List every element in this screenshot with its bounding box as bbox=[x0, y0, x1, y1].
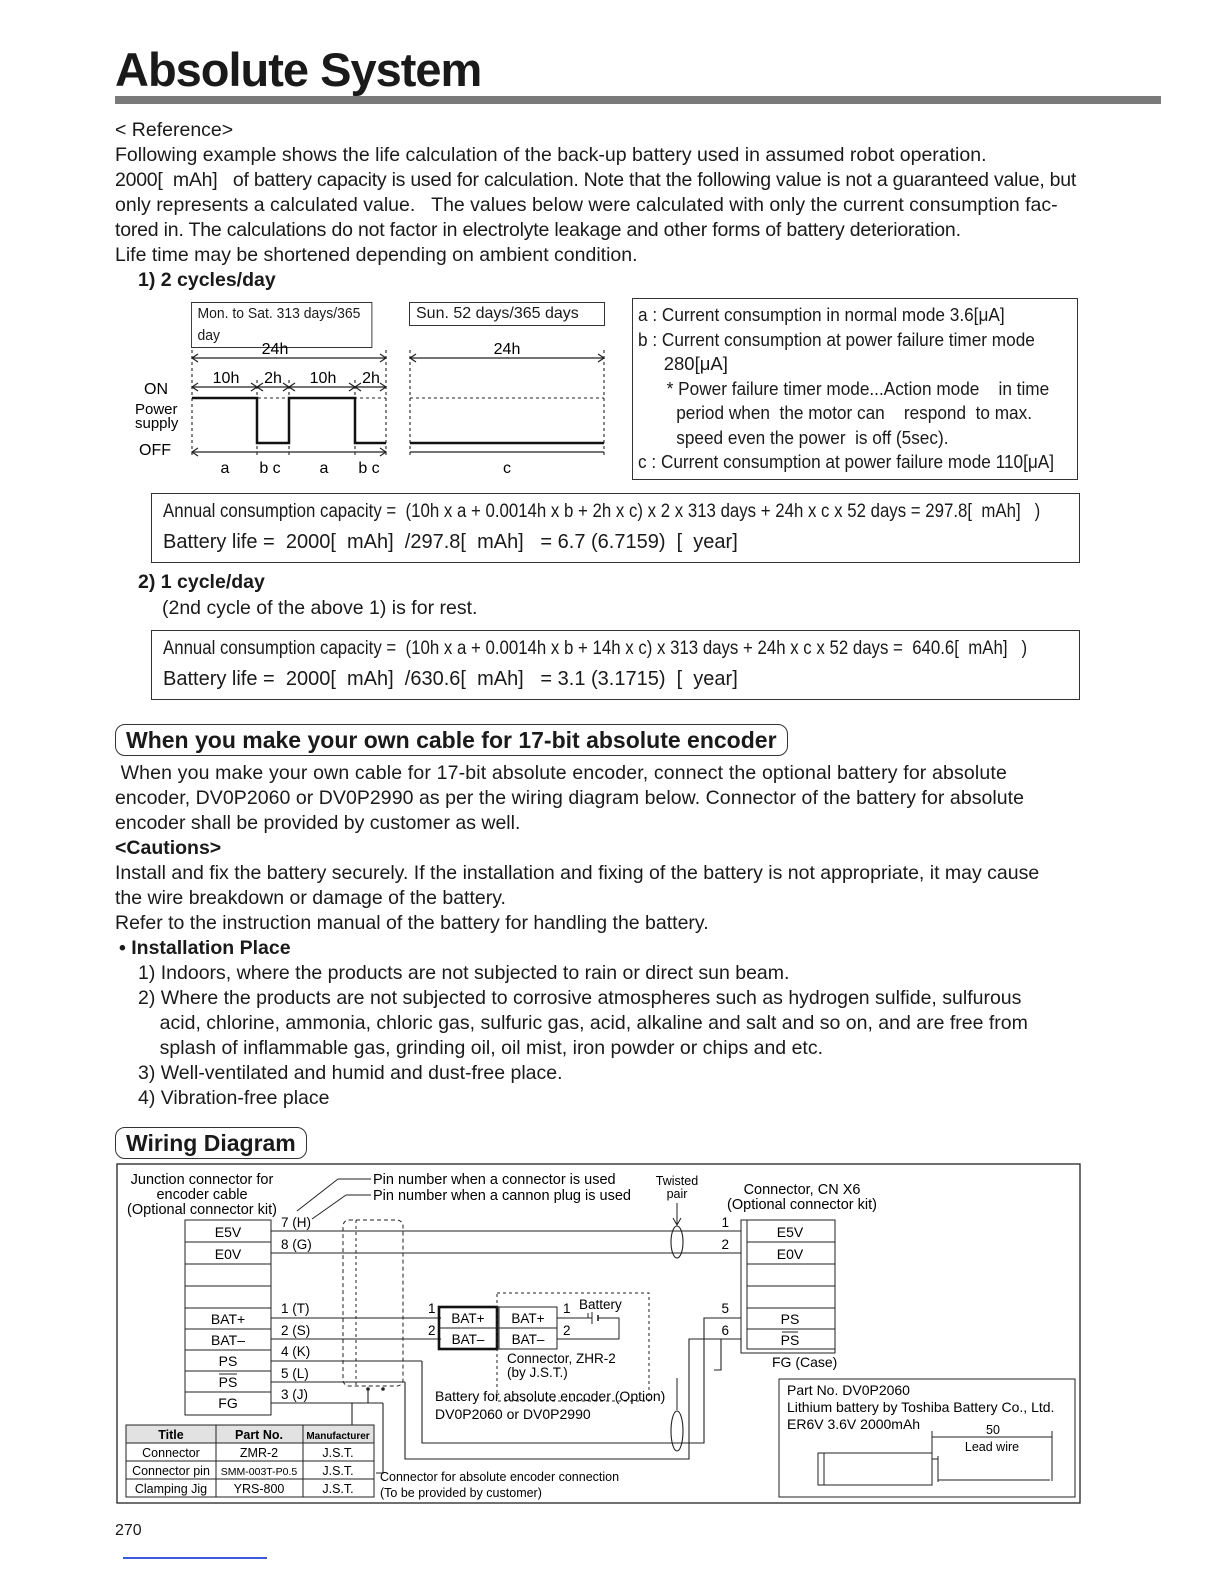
bat-pin-number: 2 bbox=[428, 1323, 436, 1338]
part-info-line: ER6V 3.6V 2000mAh bbox=[787, 1416, 921, 1432]
page-number: 270 bbox=[115, 1522, 142, 1539]
left-pin: PS bbox=[218, 1374, 238, 1390]
cautions-heading: <Cautions> bbox=[115, 837, 222, 859]
table-cell: Connector pin bbox=[132, 1464, 210, 1478]
left-pin: E0V bbox=[214, 1246, 242, 1262]
table-cell: J.S.T. bbox=[322, 1446, 354, 1460]
caution-line: Refer to the instruction manual of the battery for handling the battery. bbox=[115, 912, 709, 934]
page-title: Absolute System bbox=[115, 43, 482, 96]
part-info-box bbox=[779, 1379, 1075, 1497]
right-pin: PS bbox=[780, 1311, 800, 1327]
part-info-line: Lithium battery by Toshiba Battery Co., Ltd. bbox=[787, 1399, 1055, 1415]
install-item: acid, chlorine, ammonia, chloric gas, sulfuric gas, acid, alkaline and salt and so on, and are free from bbox=[138, 1012, 1028, 1034]
right-pin: E5V bbox=[776, 1224, 804, 1240]
label-power: Power bbox=[135, 401, 178, 418]
legend-line: * Power failure timer mode...Action mode in time bbox=[638, 377, 1050, 399]
label-2h: 2h bbox=[264, 370, 282, 387]
legend-line: a : Current consumption in normal mode 3.6[μA] bbox=[638, 304, 1005, 325]
junction-title: encoder cable bbox=[156, 1187, 248, 1203]
cycle2-calc-box bbox=[151, 630, 1080, 700]
caution-line: Install and fix the battery securely. If the installation and fixing of the battery is not appropriate, it may cause bbox=[115, 862, 1040, 884]
reference-line: Life time may be shortened depending on ambient condition. bbox=[115, 244, 638, 266]
phase-label: a bbox=[319, 460, 329, 477]
own-cable-line: encoder shall be provided by customer as well. bbox=[115, 812, 521, 834]
left-pin-number: 5 (L) bbox=[281, 1366, 309, 1381]
pin-note: Pin number when a connector is used bbox=[373, 1172, 616, 1188]
install-item: splash of inflammable gas, grinding oil, oil mist, iron powder or chips and etc. bbox=[138, 1037, 823, 1059]
right-pin-number: 6 bbox=[721, 1323, 729, 1338]
label-on: ON bbox=[144, 381, 168, 398]
annual-consumption: Annual consumption capacity = (10h x a + 0.0014h x b + 2h x c) x 2 x 313 days + 24h x c x 52 days = 297.8[ mAh] ) bbox=[163, 501, 1041, 522]
abs-connector-label: (To be provided by customer) bbox=[380, 1486, 542, 1500]
junction-title: Junction connector for bbox=[130, 1172, 274, 1188]
bat-pin-number: 2 bbox=[563, 1323, 571, 1338]
phase-label: a bbox=[220, 460, 230, 477]
cnx6-label: Connector, CN X6 bbox=[743, 1182, 861, 1198]
junction-title: (Optional connector kit) bbox=[127, 1202, 277, 1218]
cycle1-calc-box bbox=[151, 493, 1080, 563]
own-cable-heading: When you make your own cable for 17-bit absolute encoder bbox=[115, 724, 788, 756]
legend-line: speed even the power is off (5sec). bbox=[638, 426, 949, 448]
table-cell: Clamping Jig bbox=[134, 1482, 208, 1496]
right-pin: E0V bbox=[776, 1246, 804, 1262]
bat-pin-label: BAT+ bbox=[451, 1311, 485, 1326]
own-cable-section bbox=[115, 761, 1095, 1111]
battery-option-label: DV0P2060 or DV0P2990 bbox=[435, 1406, 591, 1422]
phase-label: c bbox=[503, 460, 511, 477]
fg-case-label: FG (Case) bbox=[772, 1354, 838, 1370]
cycle1-heading: 1) 2 cycles/day bbox=[138, 269, 276, 291]
left-pin-number: 3 (J) bbox=[281, 1387, 308, 1402]
own-cable-line: encoder, DV0P2060 or DV0P2990 as per the wiring diagram below. Connector of the battery for absolute bbox=[115, 787, 1025, 809]
legend-line: c : Current consumption at power failure mode 110[μA] bbox=[638, 451, 1055, 472]
reference-section bbox=[115, 118, 1115, 268]
table-cell: J.S.T. bbox=[322, 1482, 354, 1496]
own-cable-line: When you make your own cable for 17-bit absolute encoder, connect the optional battery for absolute bbox=[115, 762, 1007, 784]
junction-connector bbox=[185, 1220, 271, 1415]
wiring-heading: Wiring Diagram bbox=[115, 1127, 307, 1159]
battery-label: Battery bbox=[579, 1297, 622, 1312]
legend-line: period when the motor can respond to max. bbox=[638, 402, 1033, 423]
abs-connector-label: Connector for absolute encoder connection bbox=[380, 1470, 620, 1484]
label-10h: 10h bbox=[212, 370, 240, 387]
cycle2-heading: 2) 1 cycle/day bbox=[138, 571, 265, 593]
table-cell: YRS-800 bbox=[233, 1482, 285, 1496]
sunday-box: Sun. 52 days/365 days bbox=[409, 302, 605, 326]
parts-table bbox=[126, 1425, 374, 1497]
wiring-diagram bbox=[116, 1163, 1082, 1505]
dimension-lines bbox=[192, 354, 604, 456]
table-cell: Connector bbox=[142, 1446, 200, 1460]
table-header: Part No. bbox=[235, 1428, 283, 1442]
table-cell: ZMR-2 bbox=[239, 1446, 279, 1460]
zhr-label: (by J.S.T.) bbox=[507, 1365, 568, 1380]
table-cell: J.S.T. bbox=[322, 1464, 354, 1478]
reference-line: Following example shows the life calculation of the back-up battery used in assumed robot operation. bbox=[115, 144, 987, 166]
phase-label: b c bbox=[358, 460, 380, 477]
pin-note: Pin number when a cannon plug is used bbox=[373, 1188, 631, 1204]
install-list bbox=[115, 961, 1095, 1111]
install-item: 3) Well-ventilated and humid and dust-free place. bbox=[138, 1062, 563, 1084]
reference-line: 2000[ mAh] of battery capacity is used for calculation. Note that the following value is not a guaranteed value, but bbox=[115, 169, 1077, 191]
left-pin-number: 2 (S) bbox=[281, 1323, 311, 1338]
battery-life: Battery life = 2000[ mAh] /297.8[ mAh] = 6.7 (6.7159) [ year] bbox=[163, 531, 738, 553]
left-pin-number: 4 (K) bbox=[281, 1344, 311, 1359]
install-item: 4) Vibration-free place bbox=[138, 1087, 330, 1109]
right-pin-number: 2 bbox=[721, 1237, 729, 1252]
left-pin: FG bbox=[218, 1395, 238, 1411]
dimension-label: 50 bbox=[986, 1423, 1000, 1437]
part-info-line: Part No. DV0P2060 bbox=[787, 1382, 910, 1398]
timing-chart bbox=[130, 330, 620, 480]
battery-cell-drawing bbox=[818, 1453, 932, 1485]
battery-life: Battery life = 2000[ mAh] /630.6[ mAh] = 3.1 (3.1715) [ year] bbox=[163, 668, 738, 690]
left-pin: E5V bbox=[214, 1224, 242, 1240]
install-heading: • Installation Place bbox=[119, 937, 291, 959]
twisted-pair bbox=[671, 1411, 683, 1451]
title-rule bbox=[115, 96, 1161, 104]
left-pin-number: 8 (G) bbox=[281, 1237, 312, 1252]
reference-line: tored in. The calculations do not factor in electrolyte leakage and other forms of battery deterioration. bbox=[115, 219, 961, 241]
bat-pin-label: BAT+ bbox=[511, 1311, 545, 1326]
left-pin: BAT– bbox=[211, 1332, 245, 1348]
label-2h: 2h bbox=[362, 370, 380, 387]
table-header: Manufacturer bbox=[306, 1431, 370, 1442]
power-waveform bbox=[192, 398, 386, 443]
left-pin-number: 7 (H) bbox=[281, 1215, 311, 1230]
table-header: Title bbox=[158, 1428, 184, 1442]
caution-line: the wire breakdown or damage of the battery. bbox=[115, 887, 506, 909]
battery-connector bbox=[428, 1293, 649, 1401]
battery-option-label: Battery for absolute encoder (Option) bbox=[435, 1388, 666, 1404]
bat-pin-label: BAT– bbox=[511, 1332, 545, 1347]
twisted-label: pair bbox=[666, 1187, 688, 1201]
cnx6-label: (Optional connector kit) bbox=[727, 1197, 877, 1213]
label-off: OFF bbox=[139, 442, 171, 459]
bat-pin-label: BAT– bbox=[451, 1332, 485, 1347]
legend-line: 280[μA] bbox=[638, 353, 728, 374]
label-24h: 24h bbox=[261, 341, 289, 358]
left-pin: PS bbox=[218, 1353, 238, 1369]
annual-consumption: Annual consumption capacity = (10h x a + 0.0014h x b + 14h x c) x 313 days + 24h x c x 52 days = 640.6[ mAh] ) bbox=[163, 638, 1028, 659]
left-pin-number: 1 (T) bbox=[281, 1301, 310, 1316]
install-item: 2) Where the products are not subjected to corrosive atmospheres such as hydrogen sulfide, sulfurous bbox=[138, 987, 1022, 1009]
legend-box bbox=[632, 298, 1078, 480]
zhr-label: Connector, ZHR-2 bbox=[507, 1351, 616, 1366]
weekday-box: Mon. to Sat. 313 days/365 day bbox=[191, 302, 372, 348]
label-supply: supply bbox=[135, 415, 179, 432]
reference-heading: < Reference> bbox=[115, 119, 234, 141]
right-pin-number: 5 bbox=[721, 1301, 729, 1316]
phase-label: b c bbox=[259, 460, 281, 477]
legend-line: b : Current consumption at power failure timer mode bbox=[638, 328, 1035, 350]
reference-line: only represents a calculated value. The values below were calculated with only the current consumption fac- bbox=[115, 194, 1058, 216]
twisted-label: Twisted bbox=[655, 1174, 699, 1188]
label-10h: 10h bbox=[309, 370, 337, 387]
bat-pin-number: 1 bbox=[563, 1301, 571, 1316]
bat-pin-number: 1 bbox=[428, 1301, 436, 1316]
table-cell: SMM-003T-P0.5 bbox=[220, 1466, 298, 1478]
right-pin: PS bbox=[780, 1332, 800, 1348]
cycle2-note: (2nd cycle of the above 1) is for rest. bbox=[162, 597, 478, 619]
right-pin-number: 1 bbox=[721, 1215, 729, 1230]
left-pin: BAT+ bbox=[210, 1311, 246, 1327]
label-24h: 24h bbox=[493, 341, 521, 358]
lead-wire-label: Lead wire bbox=[964, 1440, 1020, 1454]
install-item: 1) Indoors, where the products are not subjected to rain or direct sun beam. bbox=[138, 962, 790, 984]
footer-line bbox=[123, 1557, 267, 1559]
cnx6-connector bbox=[741, 1220, 835, 1353]
